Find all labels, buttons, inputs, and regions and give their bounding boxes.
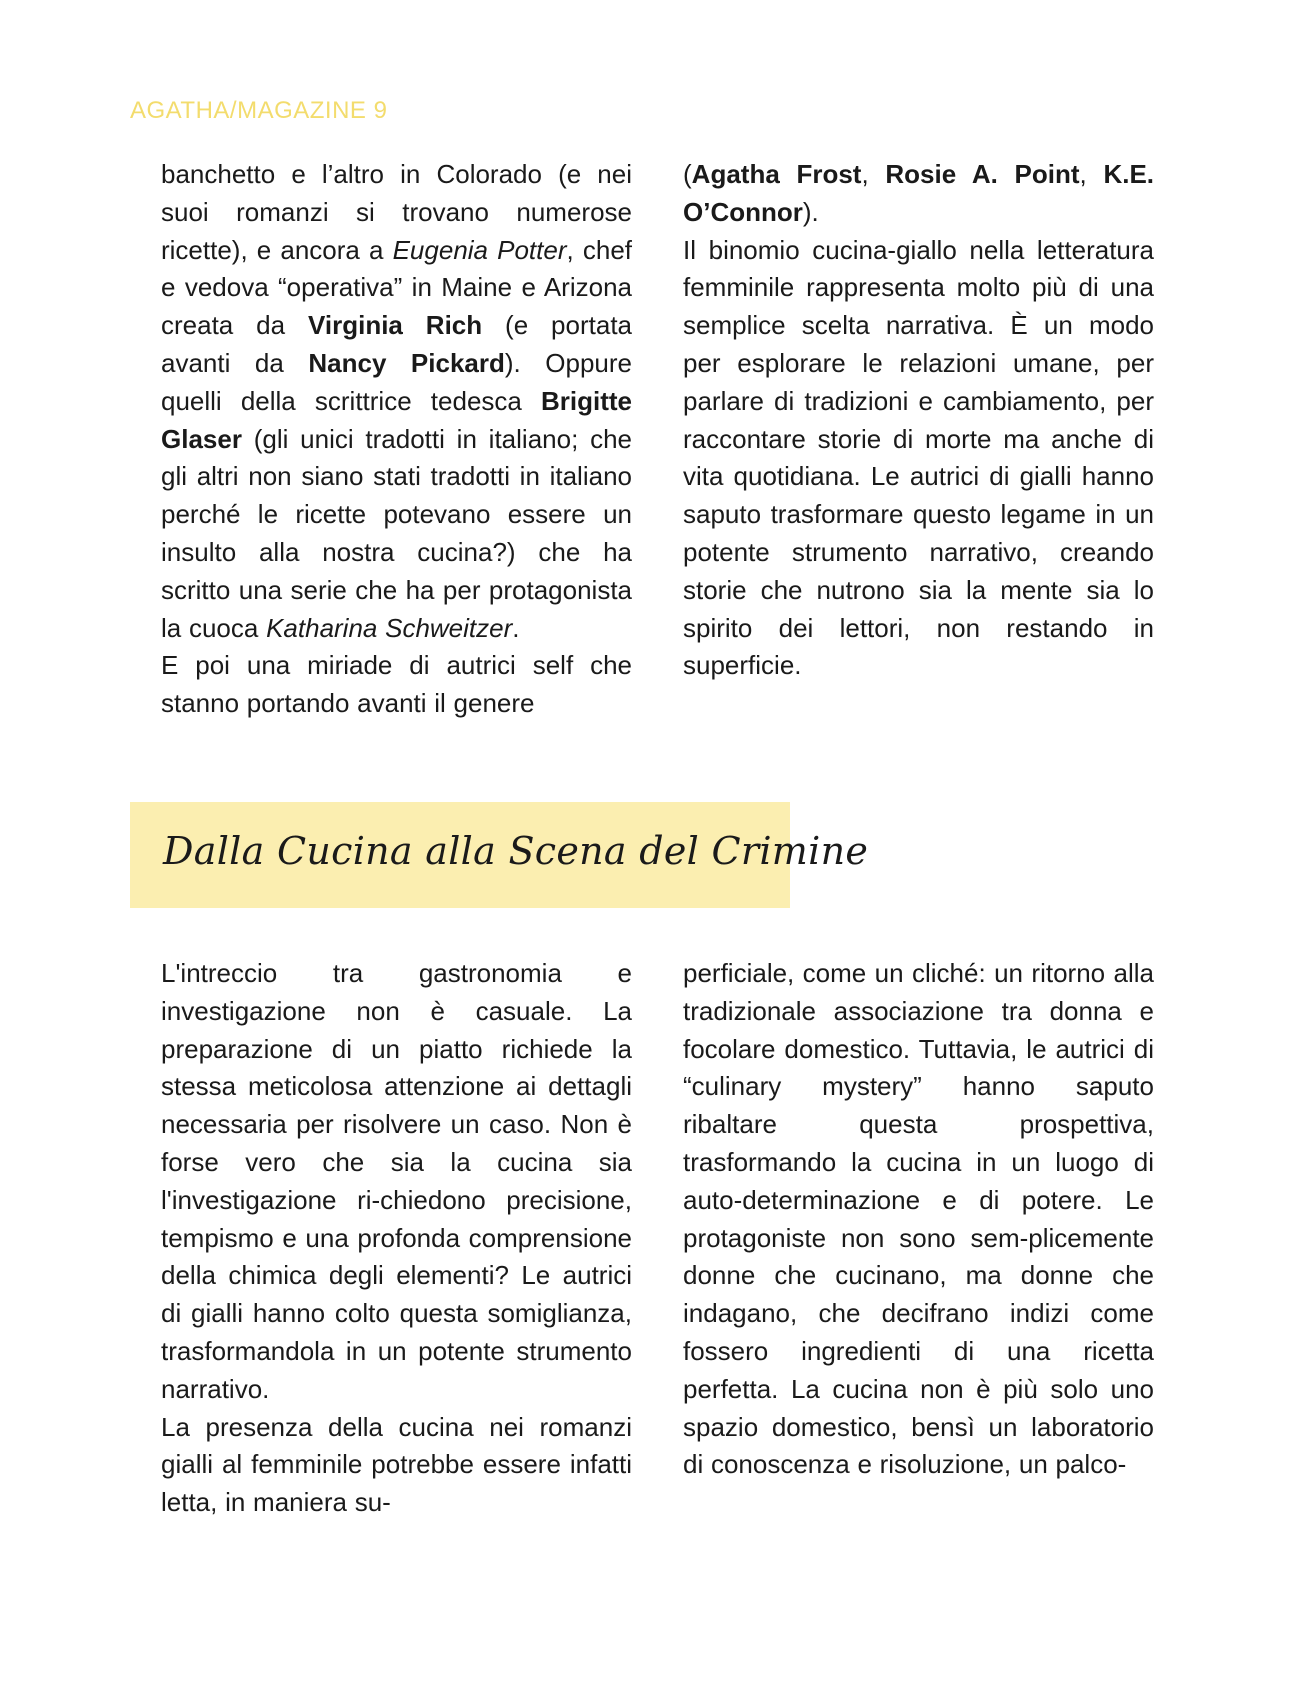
- text-run: (: [683, 159, 692, 189]
- text-run: (gli unici tradotti in italiano; che gli altri non siano stati tradotti in italiano perché le ricette potevano essere un insulto alla nostra cucina?) che ha scritto una serie che ha per protagonista la cuoca: [161, 423, 632, 643]
- text-run: (e portata avanti da: [161, 310, 633, 378]
- bottom-right-column: [683, 955, 1154, 1484]
- author-name: Agatha Frost: [691, 159, 862, 189]
- text-run: , chef e vedova “operativa” in Maine e Arizona creata da: [161, 234, 633, 341]
- top-right-column: [683, 156, 1154, 685]
- text-run: ,: [1079, 159, 1104, 189]
- text-run: ).: [802, 196, 819, 227]
- paragraph: perficiale, come un cliché: un ritorno alla tradizionale associazione tra donna e focolare domestico. Tuttavia, le autrici di “culinary mystery” hanno saputo ribaltare questa prospettiva, trasformando la cucina in un luogo di auto-determinazione e di potere. Le protagoniste non sono sem-plicemente donne che cucinano, ma donne che indagano, che decifrano indizi come fossero ingredienti di una ricetta perfetta. La cucina non è più solo uno spazio domestico, bensì un laboratorio di conoscenza e risoluzione, un palco-: [683, 958, 1154, 1480]
- author-name: Nancy Pickard: [308, 347, 505, 378]
- paragraph: E poi una miriade di autrici self che stanno portando avanti il genere: [161, 650, 632, 719]
- character-name: Katharina Schweitzer: [266, 612, 513, 643]
- author-name: Virginia Rich: [308, 310, 483, 341]
- text-run: ,: [861, 159, 886, 189]
- text-run: banchetto e l’altro in Colorado (e nei suoi romanzi si trovano numerose ricette), e ancora a: [161, 159, 632, 265]
- section-banner: [130, 802, 869, 908]
- author-name: Brigitte Glaser: [161, 385, 632, 454]
- top-left-column: [161, 156, 632, 723]
- bottom-left-column: [161, 955, 632, 1522]
- author-name: K.E. O’Connor: [683, 159, 1155, 227]
- paragraph: L'intreccio tra gastronomia e investigazione non è casuale. La preparazione di un piatto richiede la stessa meticolosa attenzione ai dettagli necessaria per risolvere un caso. Non è forse vero che sia la cucina sia l'investigazione ri-chiedono precisione, tempismo e una profonda comprensione della chimica degli elementi? Le autrici di gialli hanno colto questa somiglianza, trasformandola in un potente strumento narrativo.: [161, 958, 632, 1404]
- text-run: ). Oppure quelli della scrittrice tedesca: [161, 347, 633, 416]
- author-name: Rosie A. Point: [885, 159, 1080, 189]
- text-run: .: [512, 612, 520, 643]
- section-title: Dalla Cucina alla Scena del Crimine: [163, 829, 869, 873]
- magazine-header: AGATHA/MAGAZINE 9: [130, 97, 388, 124]
- paragraph: La presenza della cucina nei romanzi gialli al femminile potrebbe essere infatti letta, in maniera su-: [161, 1411, 632, 1518]
- paragraph: Il binomio cucina-giallo nella letteratura femminile rappresenta molto più di una semplice scelta narrativa. È un modo per esplorare le relazioni umane, per parlare di tradizioni e cambiamento, per raccontare storie di morte ma anche di vita quotidiana. Le autrici di gialli hanno saputo trasformare questo legame in un potente strumento narrativo, creando storie che nutrono sia la mente sia lo spirito dei lettori, non restando in superficie.: [683, 234, 1154, 681]
- paragraph: [161, 156, 632, 647]
- paragraph: [683, 156, 1154, 232]
- character-name: Eugenia Potter: [392, 234, 567, 265]
